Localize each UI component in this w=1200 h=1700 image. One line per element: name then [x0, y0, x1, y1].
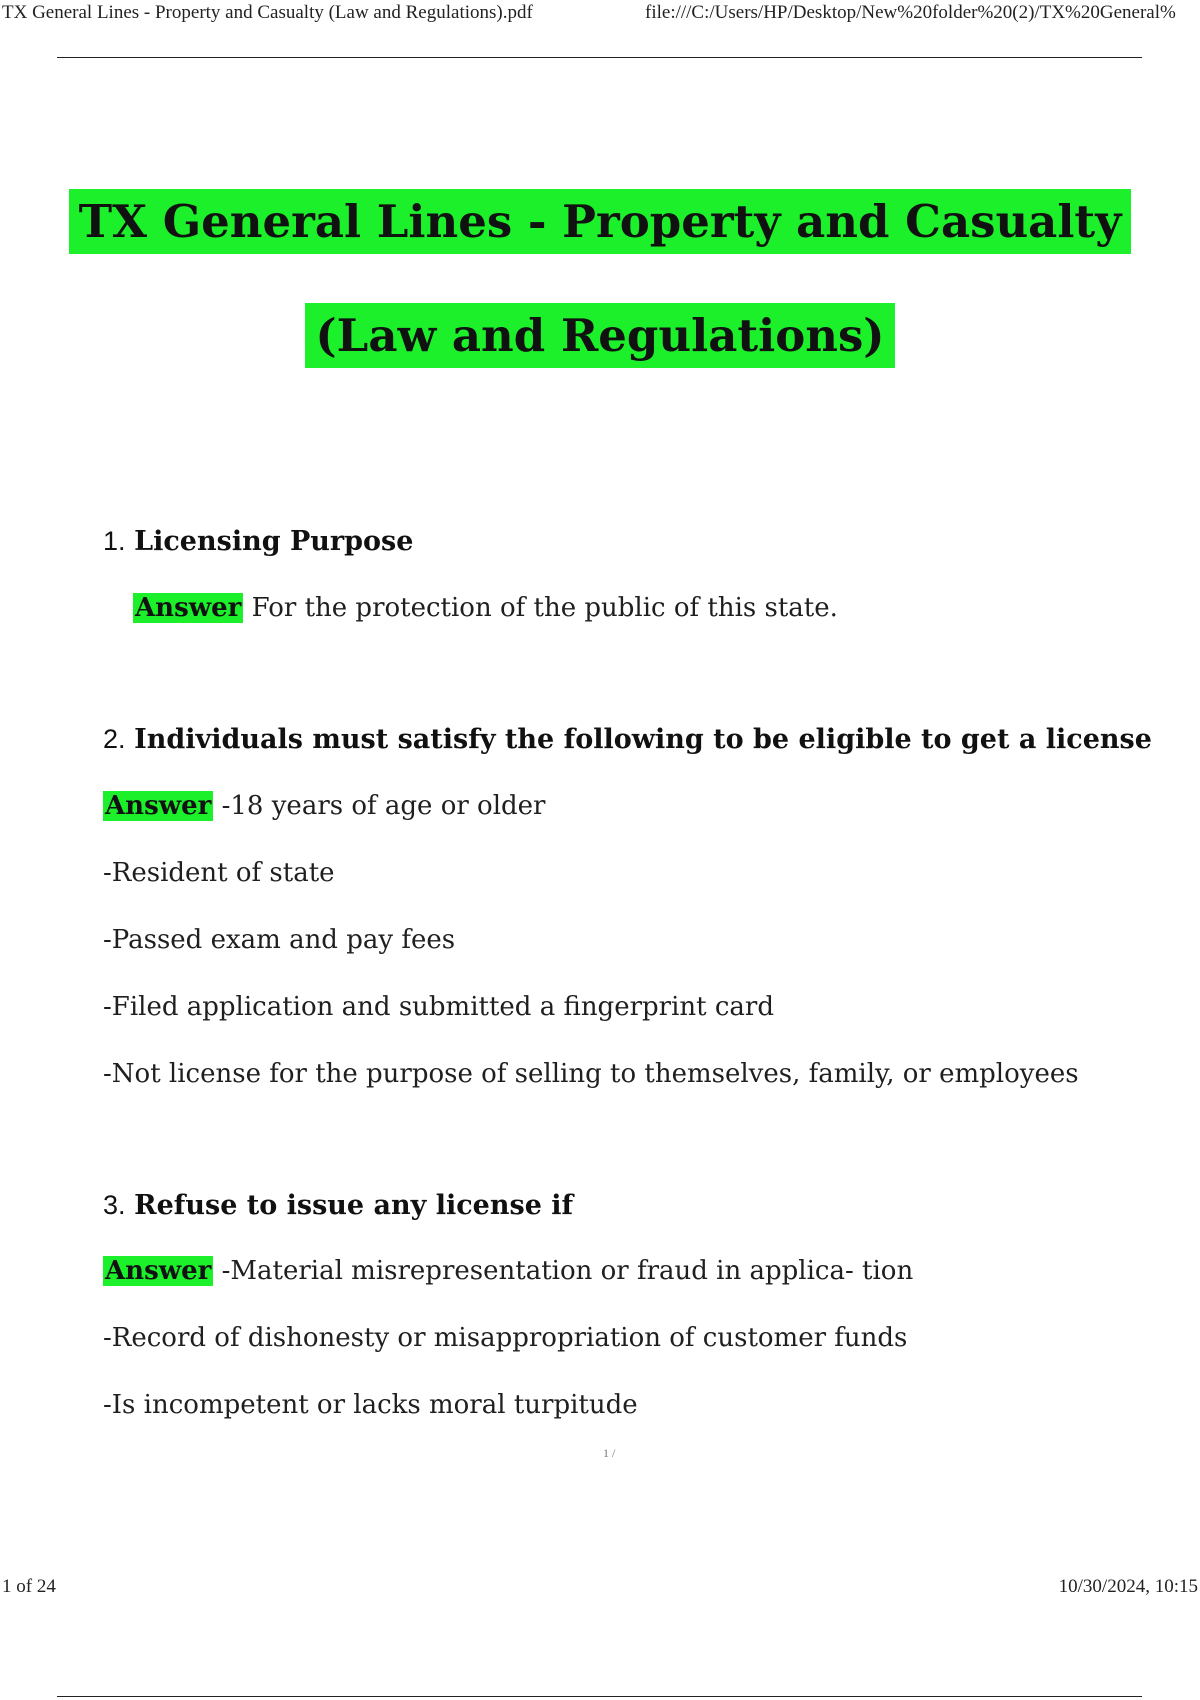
answer-2-line-2: -Resident of state [103, 858, 335, 888]
answer-3-line-1 [103, 1256, 913, 1286]
inner-page-number: 1 / [603, 1446, 616, 1460]
browser-print-url: file:///C:/Users/HP/Desktop/New%20folder%20(2)/TX%20General% [645, 2, 1176, 23]
question-1 [103, 526, 413, 557]
title-highlight-2: (Law and Regulations) [305, 303, 894, 368]
answer-2-line-5: -Not license for the purpose of selling to themselves, family, or employees [103, 1059, 1079, 1089]
answer-label: Answer [135, 593, 242, 623]
bottom-divider [57, 1696, 1142, 1697]
question-text: Refuse to issue any license if [134, 1190, 574, 1221]
answer-2-line-3: -Passed exam and pay fees [103, 925, 456, 955]
document-title-line-2 [0, 309, 1200, 362]
answer-text: -Material misrepresentation or fraud in applica- tion [221, 1256, 914, 1286]
top-divider [57, 57, 1142, 58]
answer-1-line-1 [133, 593, 838, 623]
answer-text: For the protection of the public of this state. [251, 593, 838, 623]
browser-print-title: TX General Lines - Property and Casualty (Law and Regulations).pdf [2, 2, 533, 23]
answer-label: Answer [105, 1256, 212, 1286]
answer-3-line-3: -Is incompetent or lacks moral turpitude [103, 1390, 638, 1420]
question-3 [103, 1190, 573, 1221]
answer-2-line-1 [103, 791, 545, 821]
answer-text: -18 years of age or older [221, 791, 546, 821]
print-datetime: 10/30/2024, 10:15 [1058, 1576, 1198, 1597]
question-number: 3. [103, 1190, 126, 1220]
title-highlight-1: TX General Lines - Property and Casualty [69, 189, 1132, 254]
question-text: Licensing Purpose [134, 526, 414, 557]
answer-3-line-2: -Record of dishonesty or misappropriation of customer funds [103, 1323, 908, 1353]
question-2 [103, 724, 1152, 755]
print-page-count: 1 of 24 [2, 1576, 56, 1597]
question-text: Individuals must satisfy the following to be eligible to get a license [134, 724, 1152, 755]
document-title-line-1 [0, 195, 1200, 248]
question-number: 2. [103, 724, 126, 754]
answer-label: Answer [105, 791, 212, 821]
answer-2-line-4: -Filed application and submitted a fingerprint card [103, 992, 774, 1022]
question-number: 1. [103, 526, 126, 556]
